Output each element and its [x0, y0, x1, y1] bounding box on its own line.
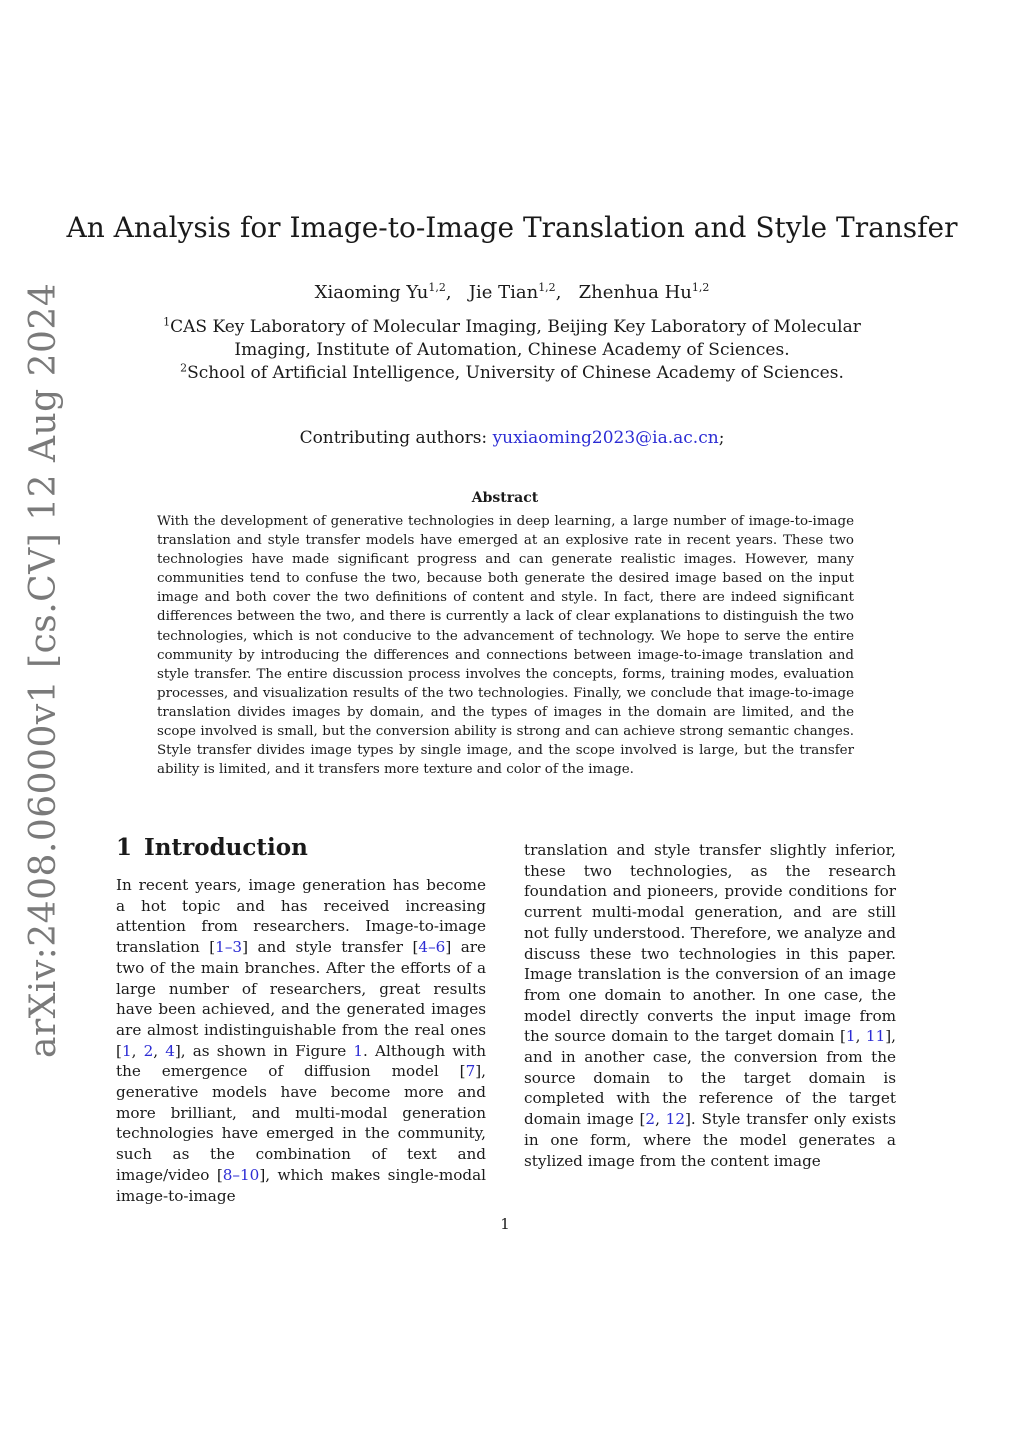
body-text: , — [131, 1041, 144, 1060]
author-affil-sup: 1,2 — [428, 281, 446, 294]
author-separator: , — [445, 282, 452, 303]
affiliation-1 — [150, 316, 874, 362]
body-text: In recent years, image generation has become a hot topic and has received increasing attention from researchers. Image-to-image translation — [116, 876, 486, 957]
affiliation-2 — [150, 362, 874, 385]
author-1 — [315, 282, 452, 303]
contributing-label: Contributing authors: — [299, 428, 493, 448]
author-name: Xiaoming Yu — [314, 282, 429, 303]
section-heading — [116, 832, 308, 864]
affiliation-sup: 2 — [180, 361, 188, 375]
body-text: ], generative models have become more and more brilliant, and multi-modal generation technologies have emerged in the community, such as the combination of text and image/video [ — [116, 1062, 486, 1184]
contributing-suffix: ; — [718, 428, 725, 448]
citation-link[interactable]: 4–6 — [418, 938, 446, 957]
author-affil-sup: 1,2 — [538, 281, 556, 294]
citation-link[interactable]: 1 — [845, 1027, 856, 1046]
author-affil-sup: 1,2 — [691, 281, 710, 294]
citation-link[interactable]: 1 — [121, 1041, 132, 1060]
affiliations — [150, 316, 874, 385]
body-text: , — [655, 1110, 666, 1129]
citation-link[interactable]: 7 — [465, 1062, 476, 1081]
citation-link[interactable]: 8–10 — [222, 1165, 260, 1184]
citation-link[interactable]: 2 — [645, 1110, 656, 1129]
body-text: ], as shown in Figure — [174, 1041, 354, 1060]
body-text: ] are two of the main branches. After the efforts of a large number of researchers, great results have been achieved, and the generated images are almost indistinguishable from the real ones [ — [116, 938, 487, 1060]
intro-column-left — [116, 875, 486, 1206]
body-text: translation and style transfer slightly inferior, these two technologies, as the research foundation and pioneers, provide conditions for current multi-modal generation, and are still not fully understood. Therefore, we analyze and discuss these two technologies in this paper. Image translation is the conversion of an image from one domain to another. In one case, the model directly converts the input image from the source domain to the target domain [ — [524, 841, 896, 1046]
author-name: Zhenhua Hu — [578, 282, 692, 303]
citation-link[interactable]: 1 — [353, 1041, 364, 1060]
affiliation-sup: 1 — [163, 315, 171, 329]
citation-link[interactable]: 4 — [165, 1041, 175, 1060]
body-text: [ — [209, 938, 216, 957]
body-text: , — [855, 1027, 866, 1046]
paper-title: An Analysis for Image-to-Image Translation and Style Transfer — [66, 211, 958, 244]
abstract-text: With the development of generative technologies in deep learning, a large number of image-to-image translation and style transfer models have emerged at an explosive rate in recent years. These two technologies have made significant progress and can generate realistic images. However, many communities tend to confuse the two, because both generate the desired image based on the input image and both cover the two definitions of content and style. In fact, there are indeed significant differences between the two, and there is currently a lack of clear explanations to distinguish the two technologies, which is not conducive to the advancement of technology. We hope to serve the entire community by introducing the differences and connections between image-to-image translation and style transfer. The entire discussion process involves the concepts, forms, training modes, evaluation processes, and visualization results of the two technologies. Finally, we conclude that image-to-image translation divides images by domain, and the types of images in the domain are limited, and the scope involved is small, but the conversion ability is strong and can achieve strong semantic changes. Style transfer divides image types by single image, and the scope involved is large, but the transfer ability is limited, and it transfers more texture and color of the image. — [157, 514, 854, 778]
affiliation-text: CAS Key Laboratory of Molecular Imaging, Beijing Key Laboratory of Molecular Imaging, Institute of Automation, Chinese Academy of Sciences. — [170, 317, 861, 360]
author-3 — [579, 282, 710, 303]
citation-link[interactable]: 11 — [865, 1027, 886, 1046]
contributing-authors — [0, 426, 1024, 450]
affiliation-text: School of Artificial Intelligence, University of Chinese Academy of Sciences. — [187, 363, 844, 383]
author-separator: , — [555, 282, 562, 303]
page-number: 1 — [500, 1215, 510, 1233]
section-title: Introduction — [144, 834, 308, 861]
email-link[interactable]: yuxiaoming2023@ia.ac.cn — [492, 428, 719, 448]
body-text: ] and style transfer [ — [242, 938, 419, 957]
section-number: 1 — [116, 834, 133, 861]
citation-link[interactable]: 12 — [665, 1110, 685, 1129]
body-text: ], which makes single-modal image-to-image — [116, 1165, 486, 1205]
intro-column-right — [524, 840, 896, 1171]
author-list — [0, 280, 1024, 306]
author-name: Jie Tian — [468, 282, 539, 303]
abstract-heading: Abstract — [471, 490, 539, 506]
body-text: ]. Style transfer only exists in one form, where the model generates a stylized image from the content image — [524, 1110, 896, 1170]
body-text: , — [153, 1041, 166, 1060]
body-text: ], and in another case, the conversion from the source domain to the target domain is completed with the reference of the target domain image [ — [524, 1027, 896, 1129]
author-2 — [469, 282, 562, 303]
body-text: . Although with the emergence of diffusion model [ — [116, 1041, 487, 1081]
citation-link[interactable]: 1–3 — [215, 938, 243, 957]
citation-link[interactable]: 2 — [143, 1041, 154, 1060]
arxiv-side-identifier: arXiv:2408.06000v1 [cs.CV] 12 Aug 2024 — [23, 282, 64, 1058]
